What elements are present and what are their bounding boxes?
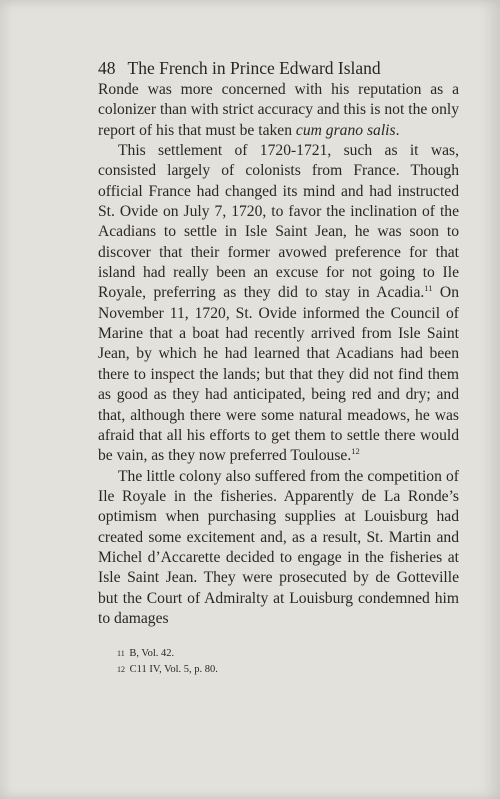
footnote-text: C11 IV, Vol. 5, p. 80. [129,664,218,675]
footnote-reference: 11 [424,283,433,294]
footnote-text: B, Vol. 42. [129,648,175,659]
paragraph-text: The little colony also suffered from the competition of Ile Royale in the fisheries. Apparently de La Ronde’s optimism when purchasing supplies at Louisburg had created some excitement and, as a result, St. Martin and Michel d’Accarette decided to engage in the fisheries at Isle Saint Jean. They were prosecuted by de Gotteville but the Court of Admiralty at Louisburg condemned him to damages [98,467,459,627]
body-text [98,80,459,629]
paragraph-text: Ronde was more concerned with his reputation as a colonizer than with strict accuracy and this is not the only report of his that must be taken [98,81,459,139]
running-head-title: The French in Prince Edward Island [127,58,381,78]
paragraph-text: This settlement of 1720-1721, such as it was, consisted largely of colonists from France. Though official France had changed its mind and had instructed St. Ovide on July 7, 1720, to favor the inclination of the Acadians to settle in Isle Saint Jean, he was soon to discover that their former avowed preference for that island had really been an excuse for not going to Ile Royale, preferring as they did to stay in Acadia. [98,142,459,302]
running-header [98,58,418,82]
paragraph-text: On November 11, 1720, St. Ovide informed the Council of Marine that a boat had recently arrived from Isle Saint Jean, by which he had learned that Acadians had been there to inspect the lands; but that they did not find them as good as they had anticipated, being red and dry; and that, although there were some natural meadows, he was afraid that all his efforts to get them to settle there would be vain, as they now preferred Toulouse. [98,284,459,465]
paragraph-text: . [395,121,400,139]
footnote [117,662,417,678]
page-number: 48 [98,58,116,78]
footnote-reference: 12 [351,446,360,456]
paragraph [98,467,459,630]
paragraph [98,141,459,467]
footnotes [117,646,417,678]
paragraph [98,80,459,141]
latin-phrase: cum grano salis [295,121,396,139]
footnote-mark: 11 [117,649,125,658]
footnote-mark: 12 [117,665,125,674]
footnote [117,646,417,662]
